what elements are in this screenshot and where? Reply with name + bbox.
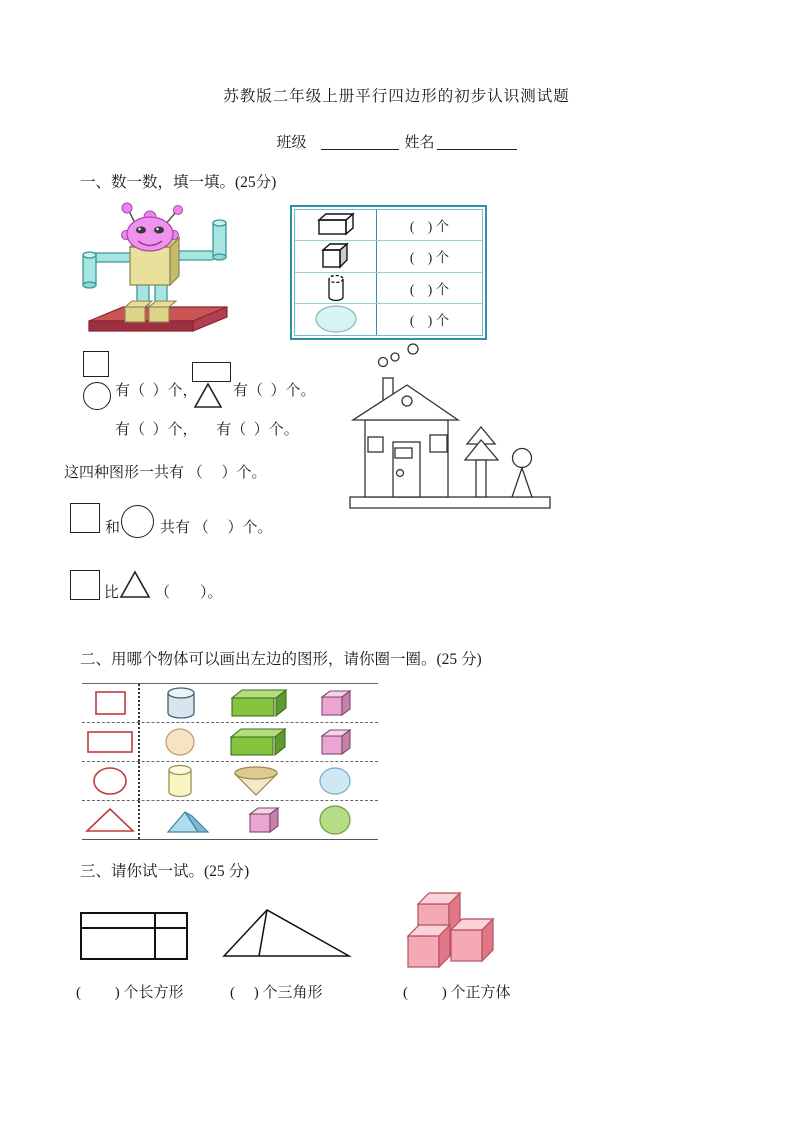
- sphere-icon: [295, 304, 377, 335]
- section1-heading: 一、数一数，填一填。(25分): [80, 174, 277, 191]
- square-shape: [70, 570, 100, 600]
- compare-word: 比: [104, 585, 120, 601]
- rectangle-shape: [192, 362, 231, 382]
- grid-row: [82, 684, 378, 723]
- person-head-circle: [513, 449, 532, 468]
- divided-rectangle-figure: [80, 912, 188, 960]
- square-shape: [70, 503, 100, 533]
- count-table-inner-border: [294, 209, 483, 336]
- triangle-answer-label: ( ) 个三角形: [230, 985, 323, 1001]
- circle-triangle-count-text: 有（ ）个， 有（ ）个。: [115, 422, 299, 438]
- circle-outline-icon: [82, 762, 138, 800]
- cuboid-icon: [229, 727, 287, 757]
- circle-shape: [83, 382, 111, 410]
- circle-shape: [121, 505, 154, 538]
- cube: [408, 925, 450, 967]
- cuboid-icon: [230, 688, 288, 718]
- smoke-circle: [379, 358, 388, 367]
- smoke-circle: [408, 344, 418, 354]
- cube-icon: [248, 806, 282, 834]
- cone-icon: [231, 765, 281, 797]
- shape-count-table: [290, 205, 487, 340]
- total-count-text: 这四种图形一共有 （ ）个。: [64, 465, 267, 481]
- rectangle-count-text: 有（ ）个。: [233, 383, 316, 399]
- object-options: [138, 684, 378, 722]
- grid-row: [82, 723, 378, 762]
- doorknob-circle: [397, 470, 404, 477]
- object-options: [138, 762, 378, 800]
- count-blank: ( ) 个: [409, 219, 450, 235]
- rectangle-divider-horizontal: [82, 927, 186, 929]
- cylinder-icon: [164, 686, 198, 720]
- cuboid-wireframe-icon: [295, 210, 377, 240]
- and-count-text: 共有 （ ）个。: [160, 520, 273, 536]
- object-options: [138, 723, 378, 761]
- door-window: [395, 448, 412, 458]
- cube: [451, 919, 493, 961]
- count-blank: ( ) 个: [409, 313, 450, 329]
- cube-icon: [320, 689, 354, 717]
- count-blank: ( ) 个: [409, 250, 450, 266]
- triangular-prism-icon: [166, 806, 212, 834]
- robot-illustration: [75, 197, 245, 345]
- window-right: [430, 435, 447, 452]
- smoke-circle: [391, 353, 399, 361]
- class-blank: [321, 132, 399, 150]
- roof-circle: [402, 396, 412, 406]
- house-illustration: [340, 340, 570, 515]
- cylinder-icon: [166, 764, 194, 798]
- sphere-icon: [318, 766, 352, 796]
- cube-wireframe-icon: [295, 241, 377, 271]
- sphere-icon: [164, 727, 196, 757]
- name-blank: [437, 132, 517, 150]
- triangle-shape: [192, 382, 224, 409]
- stacked-cubes-figure: [398, 890, 516, 970]
- tree-trunk: [476, 460, 486, 497]
- table-row: [295, 241, 482, 272]
- cylinder-wireframe-icon: [295, 273, 377, 303]
- robot-feet: [125, 301, 176, 322]
- square-outline-icon: [82, 684, 138, 722]
- page-title: 苏教版二年级上册平行四边形的初步认识测试题: [223, 88, 570, 105]
- table-row: [295, 210, 482, 241]
- section3-heading: 三、请你试一试。(25 分): [80, 863, 250, 880]
- grid-row: [82, 762, 378, 801]
- triangle-shape: [117, 569, 153, 600]
- object-options: [138, 801, 378, 839]
- person-body-triangle: [512, 468, 532, 497]
- count-blank: ( ) 个: [409, 281, 450, 297]
- ground-rectangle: [350, 497, 550, 508]
- rectangle-answer-label: ( ) 个长方形: [76, 985, 184, 1001]
- square-shape: [83, 351, 109, 377]
- compare-blank-text: （ ）。: [155, 585, 223, 601]
- cube-icon: [320, 728, 354, 756]
- window-left: [368, 437, 383, 452]
- square-count-text: 有（ ）个，: [115, 383, 198, 399]
- table-row: [295, 273, 482, 304]
- and-word: 和: [105, 520, 121, 536]
- rectangle-outline-icon: [82, 723, 138, 761]
- rectangle-divider-vertical: [154, 914, 156, 958]
- class-name-line: [0, 131, 793, 152]
- match-grid: [82, 683, 378, 840]
- sphere-icon: [318, 804, 352, 836]
- triangle-outline-icon: [82, 801, 138, 839]
- class-label: 班级: [276, 135, 307, 151]
- divided-triangle-figure: [219, 906, 354, 961]
- cube-answer-label: ( ) 个正方体: [403, 985, 511, 1001]
- section2-heading: 二、用哪个物体可以画出左边的图形，请你圈一圈。(25 分): [80, 651, 482, 668]
- grid-row: [82, 801, 378, 840]
- name-label: 姓名: [404, 135, 435, 151]
- table-row: [295, 304, 482, 335]
